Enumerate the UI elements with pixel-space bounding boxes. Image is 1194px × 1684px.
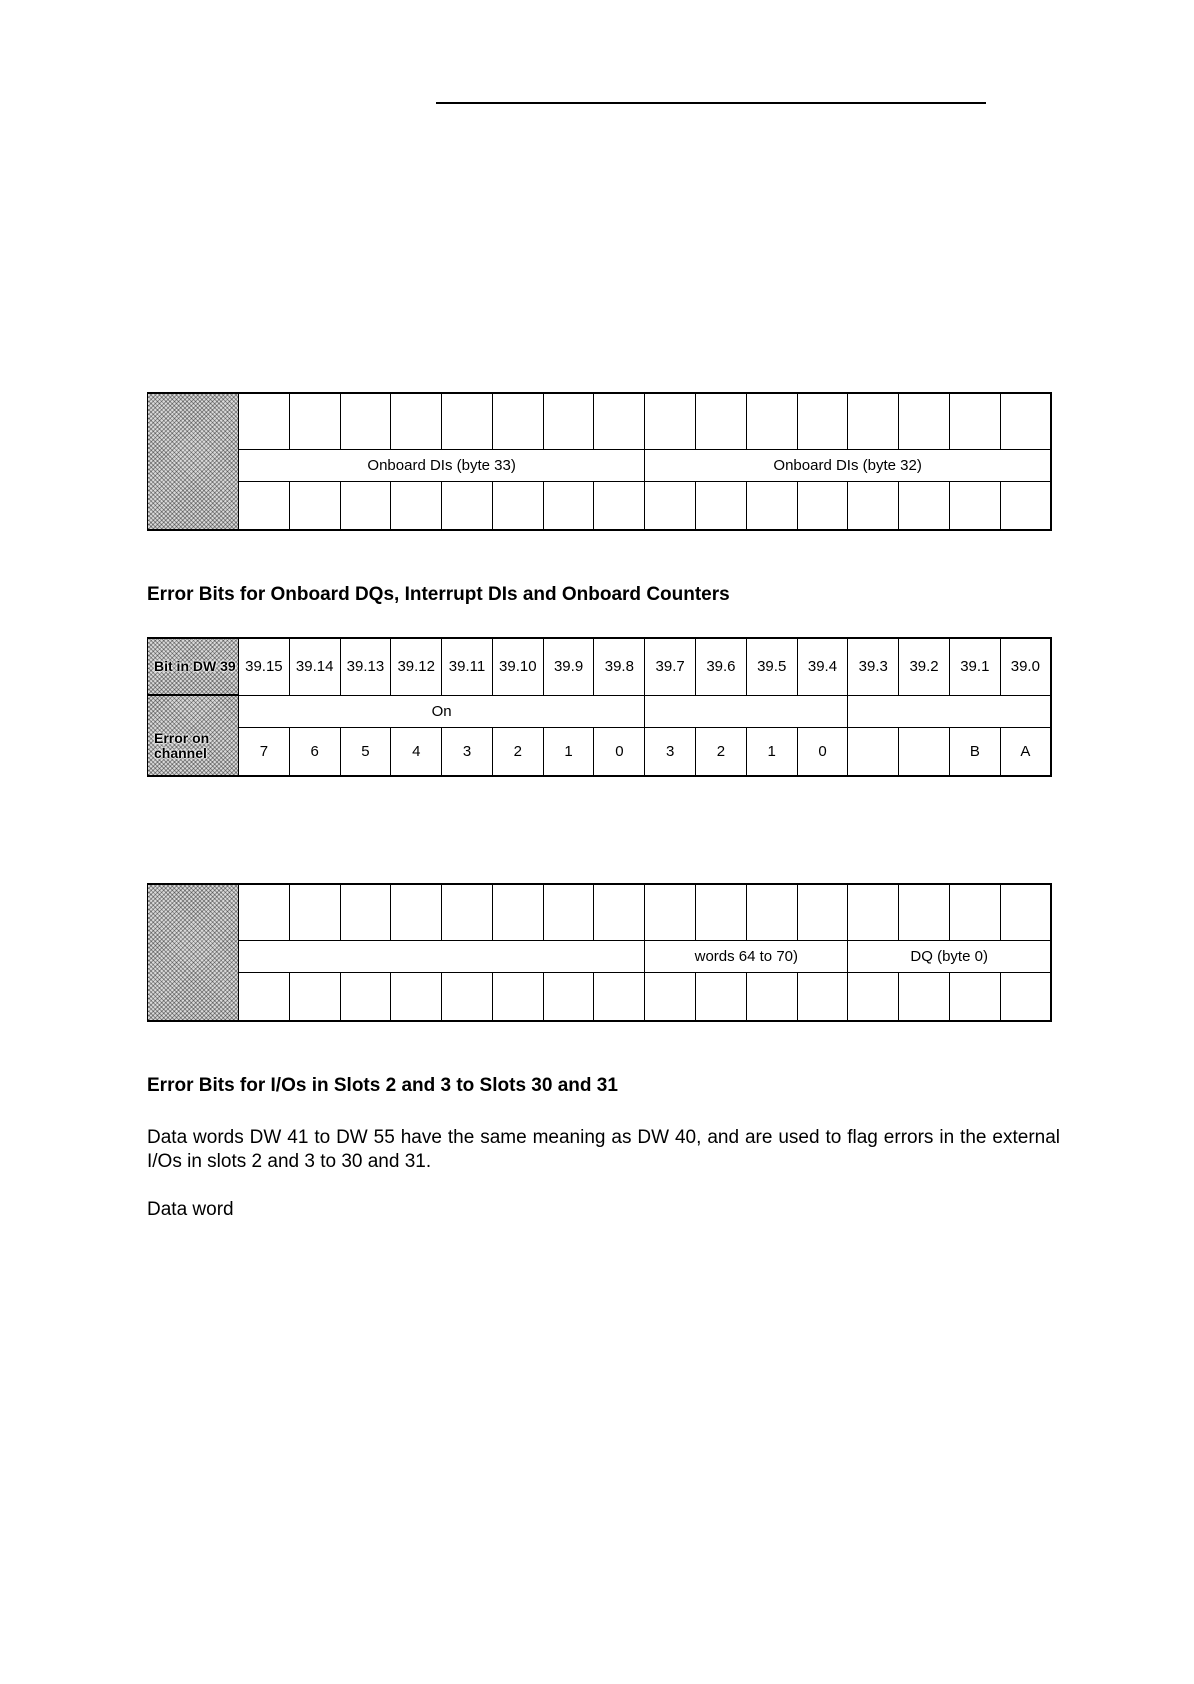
channel-cell xyxy=(645,973,696,1022)
channel-cell xyxy=(1000,973,1051,1022)
bit-number: 39.13 xyxy=(340,638,391,695)
channel-value: 1 xyxy=(746,727,797,776)
channel-value: 3 xyxy=(442,727,493,776)
channel-cell xyxy=(746,482,797,531)
bit-cell xyxy=(340,884,391,941)
channel-cell xyxy=(1000,482,1051,531)
channel-cell xyxy=(239,973,290,1022)
channel-cell xyxy=(492,973,543,1022)
bit-number: 39.4 xyxy=(797,638,848,695)
dw39-error-table xyxy=(147,637,1052,777)
channel-cell xyxy=(696,482,747,531)
bit-number: 39.12 xyxy=(391,638,442,695)
bit-cell xyxy=(848,393,899,450)
bit-cell xyxy=(594,884,645,941)
bit-number: 39.3 xyxy=(848,638,899,695)
channel-value xyxy=(848,727,899,776)
bit-cell xyxy=(543,393,594,450)
bit-cell xyxy=(797,884,848,941)
channel-cell xyxy=(391,482,442,531)
bit-cell xyxy=(492,884,543,941)
bit-cell xyxy=(442,884,493,941)
bit-cell xyxy=(949,393,1000,450)
channel-cell xyxy=(949,482,1000,531)
group-label-empty xyxy=(239,941,645,973)
channel-cell xyxy=(594,482,645,531)
channel-cell xyxy=(899,482,950,531)
channel-header-cell xyxy=(148,695,239,776)
bit-cell xyxy=(848,884,899,941)
bit-cell xyxy=(391,884,442,941)
bit-number: 39.15 xyxy=(239,638,290,695)
bit-cell xyxy=(696,393,747,450)
group-label-mid xyxy=(645,695,848,727)
channel-cell xyxy=(239,482,290,531)
bit-cell xyxy=(696,884,747,941)
bit-cell xyxy=(949,884,1000,941)
channel-value: 0 xyxy=(797,727,848,776)
channel-value: 1 xyxy=(543,727,594,776)
bit-cell xyxy=(289,884,340,941)
channel-cell xyxy=(899,973,950,1022)
bit-cell xyxy=(899,393,950,450)
channel-header-label: Error on channel xyxy=(154,730,210,762)
bit-number: 39.7 xyxy=(645,638,696,695)
section-heading-slot-errors: Error Bits for I/Os in Slots 2 and 3 to Slots 30 and 31 xyxy=(147,1075,618,1096)
channel-value: A xyxy=(1000,727,1051,776)
bit-number: 39.1 xyxy=(949,638,1000,695)
channel-value: 2 xyxy=(696,727,747,776)
bit-number: 39.2 xyxy=(899,638,950,695)
channel-value: 7 xyxy=(239,727,290,776)
channel-cell xyxy=(340,973,391,1022)
bit-cell xyxy=(797,393,848,450)
bit-number: 39.10 xyxy=(492,638,543,695)
channel-cell xyxy=(442,482,493,531)
section-heading-onboard-errors: Error Bits for Onboard DQs, Interrupt DIs and Onboard Counters xyxy=(147,584,730,605)
channel-cell xyxy=(645,482,696,531)
channel-cell xyxy=(594,973,645,1022)
bit-cell xyxy=(340,393,391,450)
channel-cell xyxy=(289,482,340,531)
bit-cell xyxy=(746,393,797,450)
channel-cell xyxy=(848,482,899,531)
bit-header-cell xyxy=(148,638,239,695)
bit-cell xyxy=(645,884,696,941)
bit-cell xyxy=(1000,393,1051,450)
bit-number: 39.0 xyxy=(1000,638,1051,695)
hatched-header-cell xyxy=(148,393,239,530)
channel-cell xyxy=(543,973,594,1022)
bit-cell xyxy=(746,884,797,941)
channel-value: 2 xyxy=(492,727,543,776)
channel-cell xyxy=(492,482,543,531)
channel-cell xyxy=(442,973,493,1022)
bit-cell xyxy=(899,884,950,941)
bit-number: 39.14 xyxy=(289,638,340,695)
bit-number: 39.11 xyxy=(442,638,493,695)
bit-cell xyxy=(239,393,290,450)
channel-value: 4 xyxy=(391,727,442,776)
channel-cell xyxy=(746,973,797,1022)
bit-number: 39.5 xyxy=(746,638,797,695)
channel-value: 5 xyxy=(340,727,391,776)
data-word-label: Data word xyxy=(147,1199,234,1220)
channel-value xyxy=(899,727,950,776)
channel-cell xyxy=(696,973,747,1022)
channel-cell xyxy=(340,482,391,531)
bit-cell xyxy=(492,393,543,450)
channel-value: 6 xyxy=(289,727,340,776)
channel-cell xyxy=(391,973,442,1022)
channel-cell xyxy=(543,482,594,531)
channel-cell xyxy=(289,973,340,1022)
bit-cell xyxy=(1000,884,1051,941)
group-label-byte32: Onboard DIs (byte 32) xyxy=(645,450,1051,482)
bit-header-label: Bit in DW 39 xyxy=(154,658,236,674)
group-label-dq: DQ (byte 0) xyxy=(848,941,1051,973)
dq-error-table xyxy=(147,883,1052,1022)
bit-number: 39.9 xyxy=(543,638,594,695)
group-label-left: On xyxy=(239,695,645,727)
bit-number: 39.8 xyxy=(594,638,645,695)
bit-cell xyxy=(442,393,493,450)
slot-errors-paragraph: Data words DW 41 to DW 55 have the same meaning as DW 40, and are used to flag errors in the external I/Os in slots 2 and 3 to 30 and 31. xyxy=(147,1127,1060,1172)
channel-cell xyxy=(949,973,1000,1022)
channel-value: B xyxy=(949,727,1000,776)
channel-cell xyxy=(797,973,848,1022)
bit-cell xyxy=(239,884,290,941)
bit-cell xyxy=(543,884,594,941)
channel-value: 3 xyxy=(645,727,696,776)
channel-cell xyxy=(797,482,848,531)
group-label-right xyxy=(848,695,1051,727)
onboard-di-table xyxy=(147,392,1052,531)
bit-cell xyxy=(289,393,340,450)
group-label-words: words 64 to 70) xyxy=(645,941,848,973)
channel-cell xyxy=(848,973,899,1022)
group-label-byte33: Onboard DIs (byte 33) xyxy=(239,450,645,482)
channel-value: 0 xyxy=(594,727,645,776)
bit-number: 39.6 xyxy=(696,638,747,695)
bit-cell xyxy=(391,393,442,450)
hatched-header-cell xyxy=(148,884,239,1021)
bit-cell xyxy=(594,393,645,450)
top-rule xyxy=(436,102,986,104)
bit-cell xyxy=(645,393,696,450)
